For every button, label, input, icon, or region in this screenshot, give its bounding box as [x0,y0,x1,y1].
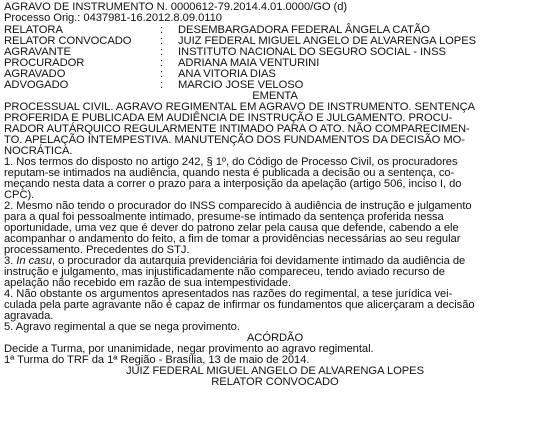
party-role: AGRAVADO [4,68,66,80]
paragraph-2 [4,201,546,256]
party-separator: : [160,35,164,47]
paragraph-1 [4,157,546,201]
paragraph-line: instrução e julgamento, mas injustificadamente não compareceu, tendo aviado recurso de [4,266,445,278]
paragraph-line: 2. Mesmo não tendo o procurador do INSS comparecido à audiência de instrução e julgamento [4,200,472,212]
party-role: PROCURADOR [4,57,85,69]
paragraph-line: meçando nesta data a correr o prazo para a interposição da apelação (artigo 506, inciso I, do [4,178,462,190]
paragraph-line: 3. In casu, o procurador da autarquia previdenciária foi devidamente intimado da audiência de [4,255,466,267]
party-separator: : [160,24,164,36]
case-title: AGRAVO DE INSTRUMENTO N. 0000612-79.2014.4.01.0000/GO (d) [4,1,348,13]
party-separator: : [160,57,164,69]
paragraph-line: 4. Não obstante os argumentos apresentados nas razões do regimental, a tese jurídica vei- [4,288,453,300]
parties-list [4,25,546,91]
party-name: ADRIANA MAIA VENTURINI [178,57,320,69]
paragraph-line: processamento. Precedentes do STJ. [4,244,190,256]
paragraph-line: agravada. [4,310,54,322]
party-name: DESEMBARGADORA FEDERAL ÂNGELA CATÃO [178,24,430,36]
paragraph-line: reputam-se intimados na audiência, quando nesta é publicada a decisão ou a sentença, co- [4,167,455,179]
paragraph-line: acompanhar o andamento do feito, a fim de tomar a providências necessárias ao seu regular [4,233,461,245]
ementa-line: PROCESSUAL CIVIL. AGRAVO REGIMENTAL EM AGRAVO DE INSTRUMENTO. SENTENÇA [4,101,476,113]
party-name: MARCIO JOSE VELOSO [178,79,304,91]
paragraph-line: para a qual foi pessoalmente intimado, presume-se intimado da sentença proferida nessa [4,211,444,223]
paragraph-line: oportunidade, uma vez que é dever do patrono zelar pela causa que defende, cabendo a ele [4,222,459,234]
paragraph-line: 5. Agravo regimental a que se nega provimento. [4,321,240,333]
paragraph-line: CPC). [4,189,35,201]
paragraph-line: culada pela parte agravante não é capaz de infirmar os fundamentos que alicerçaram a decisão [4,299,475,311]
paragraph-line: 1. Nos termos do disposto no artigo 242, § 1º, do Código de Processo Civil, os procuradores [4,156,458,168]
ementa-heading: EMENTA [252,90,298,102]
paragraph-3 [4,256,546,289]
in-casu-italic: In casu [16,255,53,267]
ementa-line: RADOR AUTÁRQUICO REGULARMENTE INTIMADO PARA O ATO. NÃO COMPARECIMEN- [4,123,470,135]
party-role: AGRAVANTE [4,46,71,58]
ementa-line: NOCRÁTICA. [4,145,73,157]
party-name: INSTITUTO NACIONAL DO SEGURO SOCIAL - INSS [178,46,446,58]
ementa-line: TO. APELAÇÃO INTEMPESTIVA. MANUTENÇÃO DOS FUNDAMENTOS DA DECISÃO MO- [4,134,465,146]
paragraph-line: apelação não recebido em razão de sua intempestividade. [4,277,292,289]
party-separator: : [160,79,164,91]
party-role: RELATOR CONVOCADO [4,35,132,47]
paragraph-4 [4,289,546,322]
origin-process: Processo Orig.: 0437981-16.2012.8.09.0110 [4,12,222,24]
party-role: RELATORA [4,24,63,36]
signature-role: RELATOR CONVOCADO [211,376,339,388]
party-role: ADVOGADO [4,79,69,91]
signature-name: JUIZ FEDERAL MIGUEL ANGELO DE ALVARENGA LOPES [125,365,425,377]
party-name: ANA VITORIA DIAS [178,68,276,80]
party-name: JUIZ FEDERAL MIGUEL ANGELO DE ALVARENGA LOPES [178,35,477,47]
ementa-line: PROFERIDA E PUBLICADA EM AUDIÊNCIA DE INSTRUÇÃO E JULGAMENTO. PROCU- [4,112,453,124]
party-separator: : [160,68,164,80]
acordao-place-date: 1ª Turma do TRF da 1ª Região - Brasília, 13 de maio de 2014. [4,354,310,366]
ementa-summary [4,102,546,157]
party-separator: : [160,46,164,58]
acordao-decision: Decide a Turma, por unanimidade, negar provimento ao agravo regimental. [4,343,374,355]
acordao-heading: ACÓRDÃO [246,332,304,344]
